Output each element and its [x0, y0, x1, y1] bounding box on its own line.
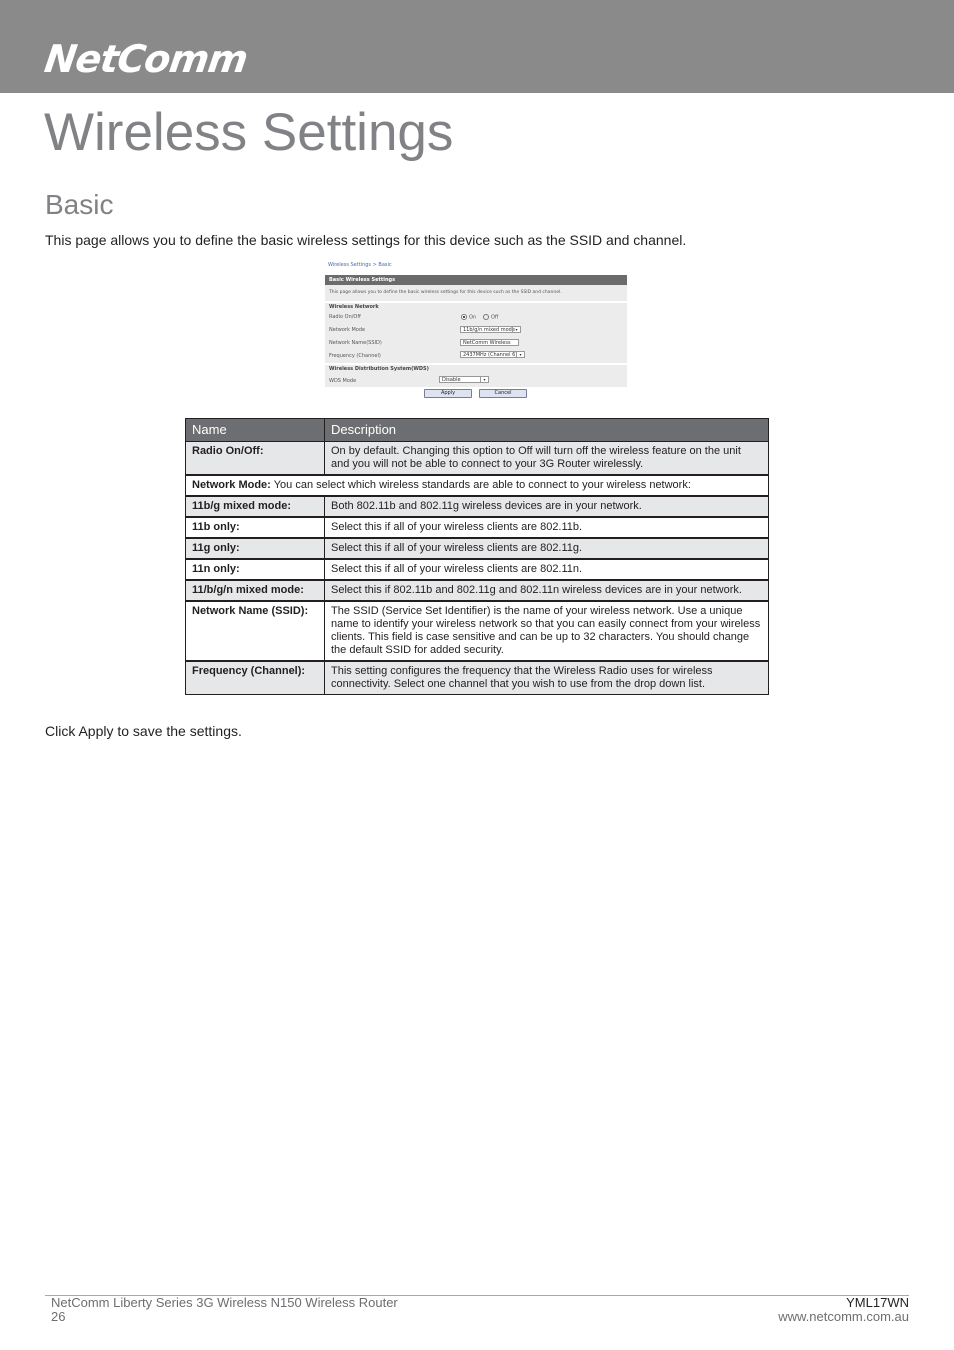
ssid-label: Network Name(SSID)	[329, 340, 382, 346]
row-name: 11b/g mixed mode:	[186, 496, 325, 517]
screenshot-header: Basic Wireless Settings	[325, 275, 627, 285]
chevron-down-icon: ▾	[480, 377, 488, 382]
wds-group-label: Wireless Distribution System(WDS)	[329, 366, 429, 372]
ssid-input[interactable]: NetComm Wireless	[460, 339, 519, 346]
chevron-down-icon: ▾	[512, 327, 520, 332]
intro-text: This page allows you to define the basic wireless settings for this device such as the SSID and channel.	[45, 232, 687, 248]
table-row	[186, 442, 769, 476]
row-description: Select this if all of your wireless clients are 802.11b.	[325, 517, 769, 538]
row-description: Select this if all of your wireless clients are 802.11g.	[325, 538, 769, 559]
radio-off-icon[interactable]	[483, 314, 489, 320]
wds-mode-select[interactable]: Disable ▾	[439, 376, 489, 383]
screenshot-description: This page allows you to define the basic wireless settings for this device such as the SSID and channel.	[325, 285, 627, 301]
table-row	[186, 475, 769, 496]
column-header-description: Description	[325, 419, 769, 442]
frequency-label: Frequency (Channel)	[329, 353, 381, 359]
frequency-select[interactable]: 2437MHz (Channel 6) ▾	[460, 351, 525, 358]
section-title: Basic	[45, 189, 114, 220]
row-name: Network Name (SSID):	[186, 601, 325, 661]
footer-page-number: 26	[51, 1309, 66, 1324]
row-description: On by default. Changing this option to Off will turn off the wireless feature on the unit and you will not be able to connect to your 3G Router wirelessly.	[325, 442, 769, 476]
row-description: Both 802.11b and 802.11g wireless devices are in your network.	[325, 496, 769, 517]
radio-label: Radio On/Off	[329, 314, 361, 320]
row-name: 11g only:	[186, 538, 325, 559]
table-row	[186, 580, 769, 601]
radio-on-icon[interactable]	[461, 314, 467, 320]
footer-product: NetComm Liberty Series 3G Wireless N150 Wireless Router	[51, 1295, 398, 1310]
screenshot-breadcrumb: Wireless Settings > Basic	[328, 262, 392, 268]
row-name: Frequency (Channel):	[186, 661, 325, 695]
row-description: The SSID (Service Set Identifier) is the name of your wireless network. Use a unique name to identify your wireless network so that you can easily connect from your wireless clients. This field is case sensitive and can be up to 32 characters. You should change the default SSID for added security.	[325, 601, 769, 661]
row-name: Radio On/Off:	[186, 442, 325, 476]
cancel-button[interactable]: Cancel	[479, 389, 527, 398]
row-description: You can select which wireless standards are able to connect to your wireless network:	[273, 479, 691, 491]
table-row	[186, 496, 769, 517]
table-row	[186, 538, 769, 559]
footer-website: www.netcomm.com.au	[778, 1309, 909, 1324]
wds-mode-label: WDS Mode	[329, 378, 357, 384]
row-name: 11/b/g/n mixed mode:	[186, 580, 325, 601]
table-row	[186, 559, 769, 580]
table-row	[186, 601, 769, 661]
row-name: Network Mode:	[192, 479, 271, 491]
router-ui-screenshot	[325, 260, 627, 401]
page-title: Wireless Settings	[44, 103, 454, 162]
column-header-name: Name	[186, 419, 325, 442]
table-row	[186, 661, 769, 695]
wireless-network-label: Wireless Network	[329, 304, 379, 310]
network-mode-select[interactable]: 11b/g/n mixed mode ▾	[460, 326, 521, 333]
settings-description-table	[185, 418, 769, 695]
row-description: Select this if all of your wireless clients are 802.11n.	[325, 559, 769, 580]
row-description: This setting configures the frequency that the Wireless Radio uses for wireless connectivity. Select one channel that you wish to use from the drop down list.	[325, 661, 769, 695]
network-mode-row	[186, 475, 769, 496]
apply-button[interactable]: Apply	[424, 389, 472, 398]
netcomm-logo: NetComm	[41, 37, 251, 81]
footer-model: YML17WN	[846, 1295, 909, 1310]
chevron-down-icon: ▾	[516, 352, 524, 357]
network-mode-label: Network Mode	[329, 327, 366, 333]
radio-on-option[interactable]: On	[461, 314, 476, 321]
row-description: Select this if 802.11b and 802.11g and 802.11n wireless devices are in your network.	[325, 580, 769, 601]
table-row	[186, 517, 769, 538]
row-name: 11n only:	[186, 559, 325, 580]
row-name: 11b only:	[186, 517, 325, 538]
outro-text: Click Apply to save the settings.	[45, 723, 242, 739]
radio-off-option[interactable]: Off	[483, 314, 498, 321]
